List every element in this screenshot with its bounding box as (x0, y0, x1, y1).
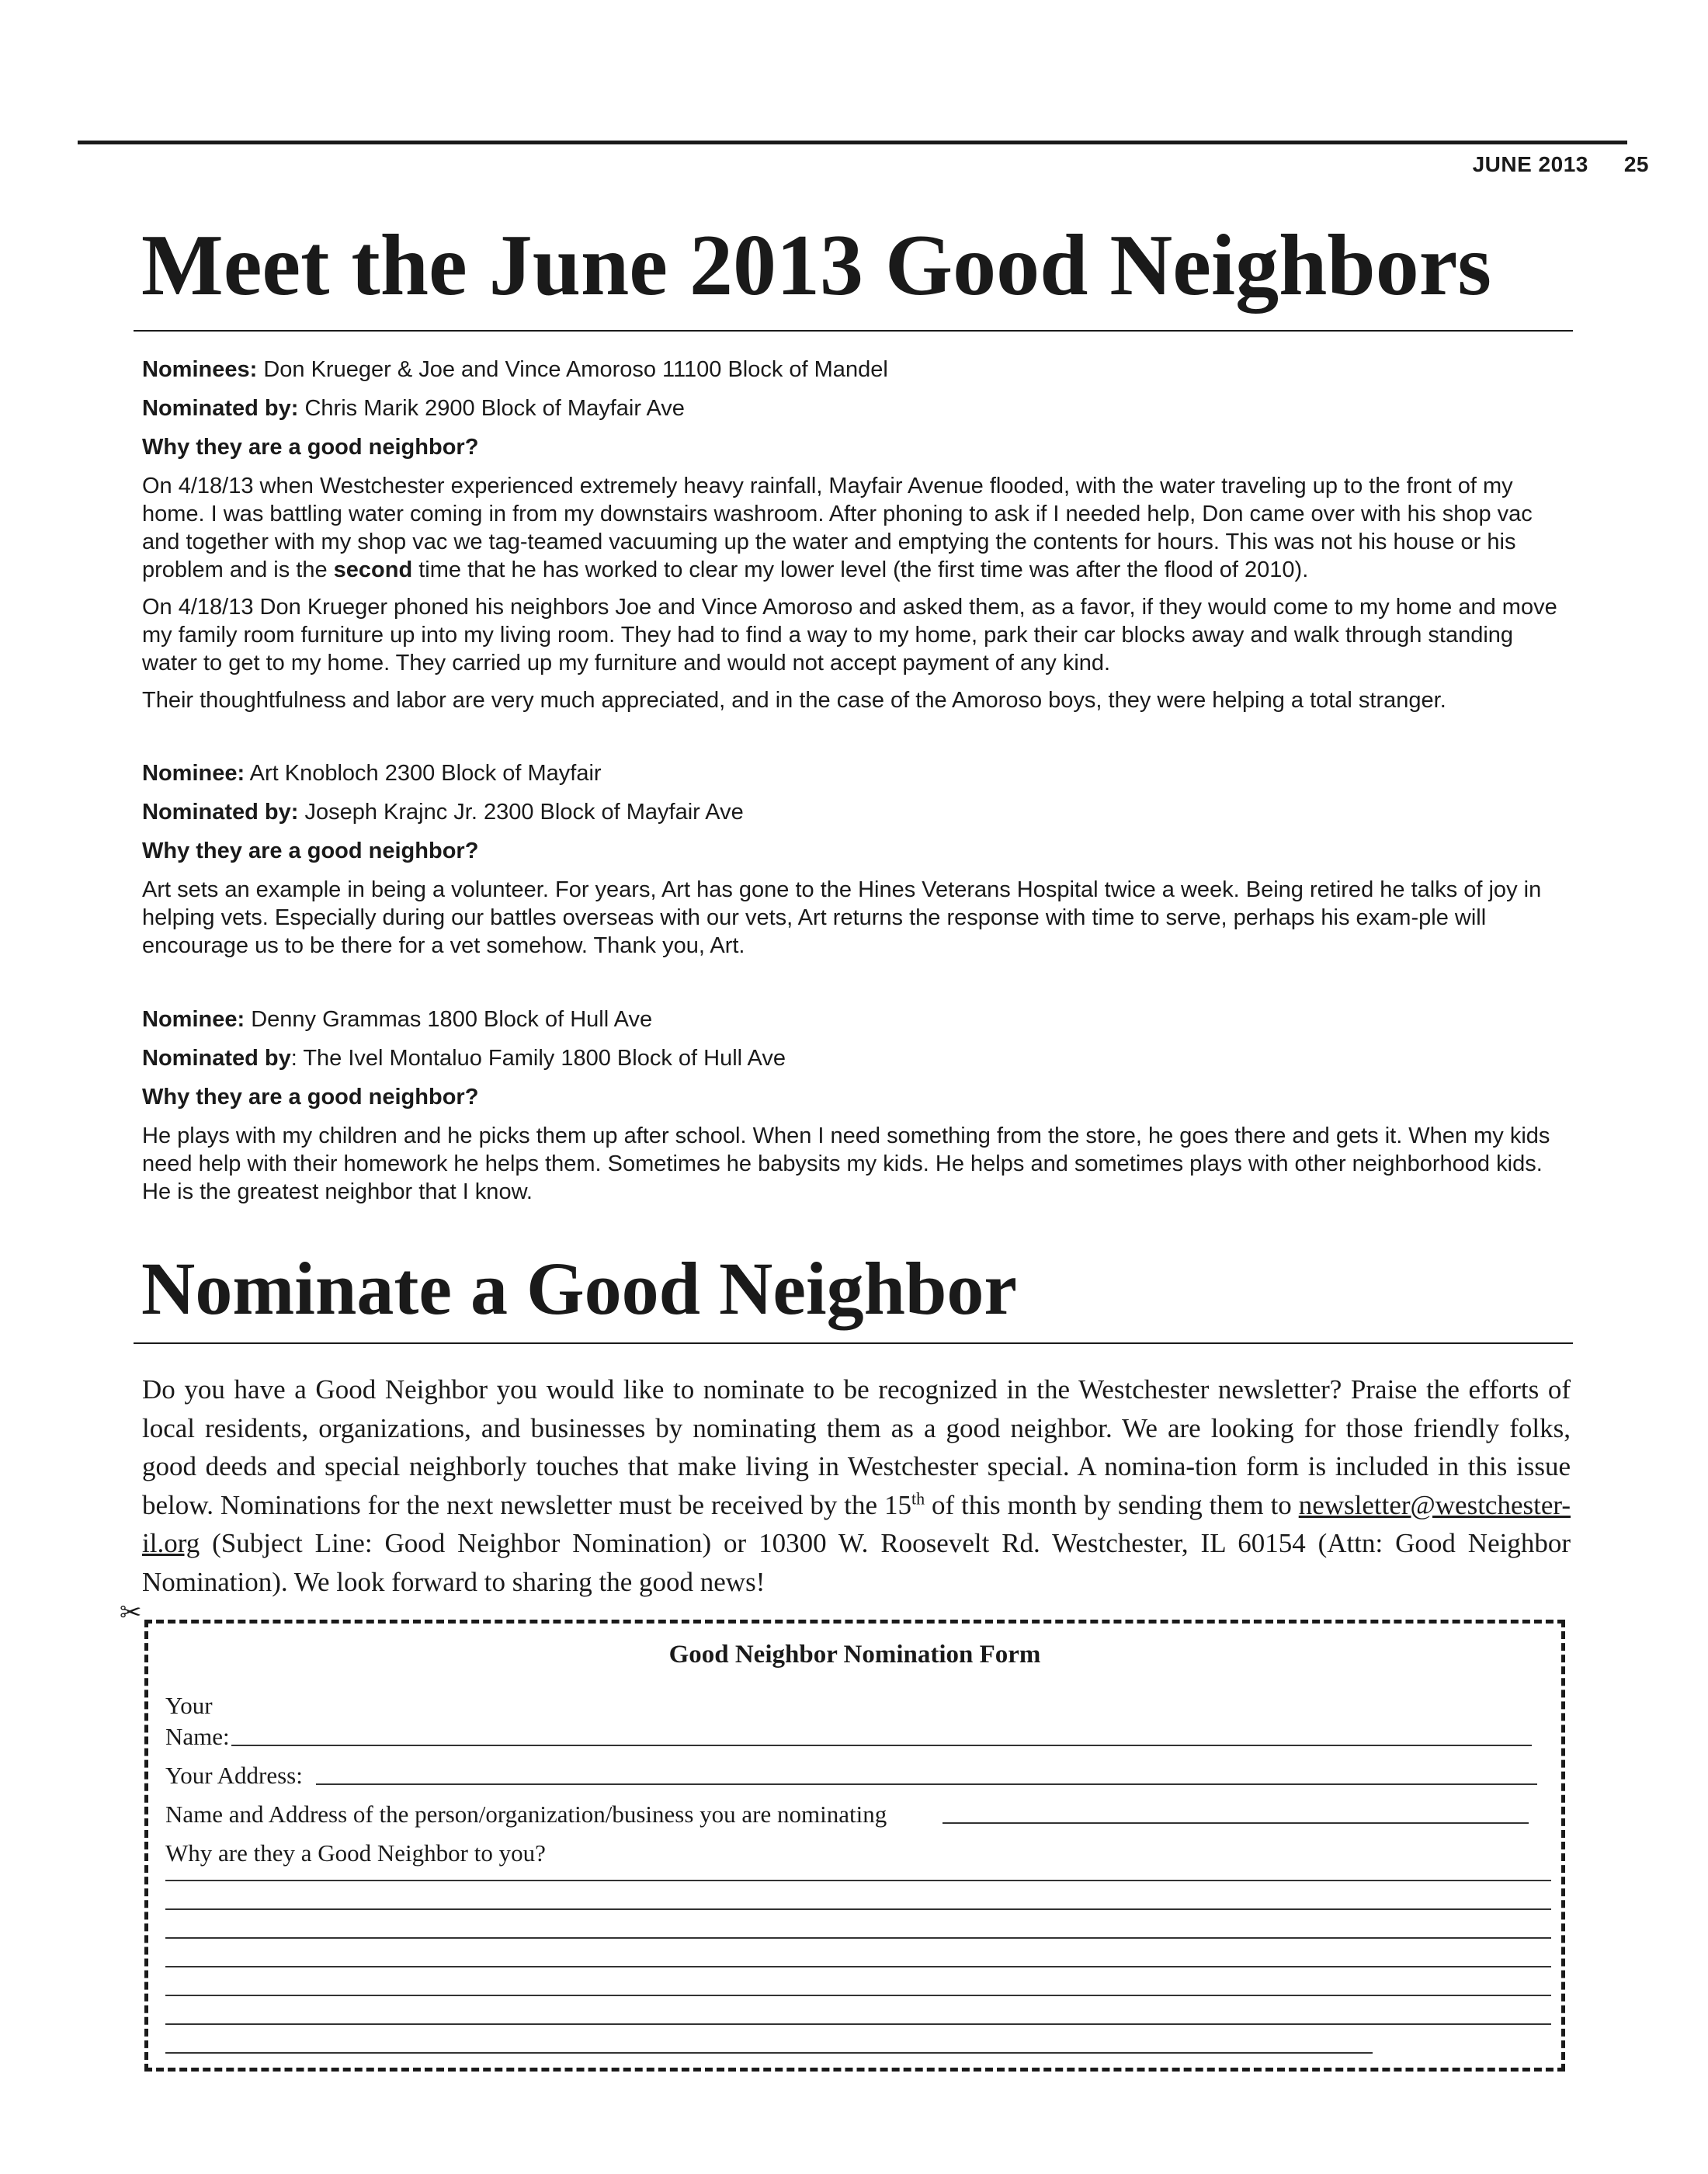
entry-paragraph: On 4/18/13 when Westchester experienced extremely heavy rainfall, Mayfair Avenue flooded, with the water traveling up to the front of my home. I was battling water coming in from my downstairs washroom. After phoning to ask if I needed help, Don came over with his shop vac and together with my shop vac we tag-teamed vacuuming up the water and emptying the contents for hours. This was not his house or his problem and is the second time that he has worked to clear my lower level (the first time was after the flood of 2010). (142, 474, 1533, 582)
name-label: Name: (165, 1723, 230, 1750)
scissors-icon: ✂ (120, 1598, 142, 1627)
nominator-label: Nominated by: (142, 396, 299, 421)
nominator-name: Joseph Krajnc Jr. 2300 Block of Mayfair Ave (304, 800, 744, 825)
why-input-line[interactable] (165, 2023, 1551, 2025)
title-rule (134, 330, 1573, 332)
why-field-label: Why are they a Good Neighbor to you? (165, 1839, 546, 1867)
header-rule (78, 141, 1627, 144)
nominee-label: Nominee: (142, 761, 245, 786)
why-input-line[interactable] (165, 2052, 1373, 2054)
your-label: Your (165, 1692, 213, 1719)
page-title: Meet the June 2013 Good Neighbors (141, 217, 1492, 314)
entry-paragraph: Their thoughtfulness and labor are very much appreciated, and in the case of the Amoroso boys, they were helping a total stranger. (142, 688, 1446, 713)
nominee-name: Art Knobloch 2300 Block of Mayfair (249, 761, 602, 786)
nominate-title: Nominate a Good Neighbor (141, 1247, 1017, 1330)
nominee-name: Don Krueger & Joe and Vince Amoroso 11100 Block of Mandel (263, 357, 888, 382)
nominee-label: Nominees: (142, 357, 258, 382)
why-input-line[interactable] (165, 1880, 1551, 1881)
nominator-name: : The Ivel Montaluo Family 1800 Block of Hull Ave (290, 1046, 786, 1071)
nomination-form (144, 1620, 1565, 2072)
nominator-name: Chris Marik 2900 Block of Mayfair Ave (304, 396, 685, 421)
name-input-line[interactable] (231, 1745, 1532, 1746)
page-header (1473, 152, 1649, 177)
address-label: Your Address: (165, 1762, 303, 1789)
page-number: 25 (1623, 152, 1649, 176)
why-input-line[interactable] (165, 1908, 1551, 1910)
address-input-line[interactable] (316, 1783, 1537, 1785)
form-title: Good Neighbor Nomination Form (668, 1641, 1041, 1669)
nominator-label: Nominated by: (142, 800, 299, 825)
nominator-label: Nominated by (142, 1046, 291, 1071)
nominate-text: Do you have a Good Neighbor you would like to nominate to be recognized in the Westchester newsletter? Praise the efforts of local residents, organizations, and businesses by nominating them as a good neighbor. We are looking for those friendly folks, good deeds and special neighborly touches that make living in Westchester special. A nomina-tion form is included in this issue below. Nominations for the next newsletter must be received by the 15th of this month by sending them to newsletter@westchester-il.org (Subject Line: Good Neighbor Nomination) or 10300 W. Roosevelt Rd. Westchester, IL 60154 (Attn: Good Neighbor Nomination). We look forward to sharing the good news! (142, 1374, 1571, 1597)
why-input-line[interactable] (165, 1995, 1551, 1996)
entry-paragraph: On 4/18/13 Don Krueger phoned his neighbors Joe and Vince Amoroso and asked them, as a favor, if they would come to my home and move my family room furniture up into my living room. They had to find a way to my home, park their car blocks away and walk through standing water to get to my home. They carried up my furniture and would not accept payment of any kind. (142, 595, 1557, 675)
nominate-rule (134, 1342, 1573, 1344)
issue-month: JUNE 2013 (1472, 152, 1588, 176)
entry-2 (142, 759, 1563, 969)
why-input-line[interactable] (165, 1966, 1551, 1967)
entry-paragraph: He plays with my children and he picks them up after school. When I need something from the store, he goes there and gets it. When my kids need help with their homework he helps them. Sometimes he babysits my kids. He helps and sometimes plays with other neighborhood kids. He is the greatest neighbor that I know. (142, 1123, 1550, 1204)
nominee-label: Nominee: (142, 1007, 245, 1032)
why-label: Why they are a good neighbor? (142, 839, 479, 863)
why-input-line[interactable] (165, 1937, 1551, 1939)
entry-1 (142, 356, 1563, 724)
email-link[interactable]: newsletter@westchester-il.org (142, 1489, 1571, 1558)
entry-paragraph: Art sets an example in being a volunteer. For years, Art has gone to the Hines Veterans Hospital twice a week. Being retired he talks of joy in helping vets. Especially during our battles overseas with our vets, Art returns the response with time to serve, perhaps his exam-ple will encourage us to be there for a vet somehow. Thank you, Art. (142, 877, 1542, 958)
why-label: Why they are a good neighbor? (142, 435, 479, 460)
nominee-field-label: Name and Address of the person/organization/business you are nominating (165, 1801, 887, 1828)
entry-3 (142, 1005, 1563, 1215)
why-label: Why they are a good neighbor? (142, 1085, 479, 1110)
nominee-input-line[interactable] (943, 1822, 1529, 1824)
nominee-name: Denny Grammas 1800 Block of Hull Ave (251, 1007, 653, 1032)
